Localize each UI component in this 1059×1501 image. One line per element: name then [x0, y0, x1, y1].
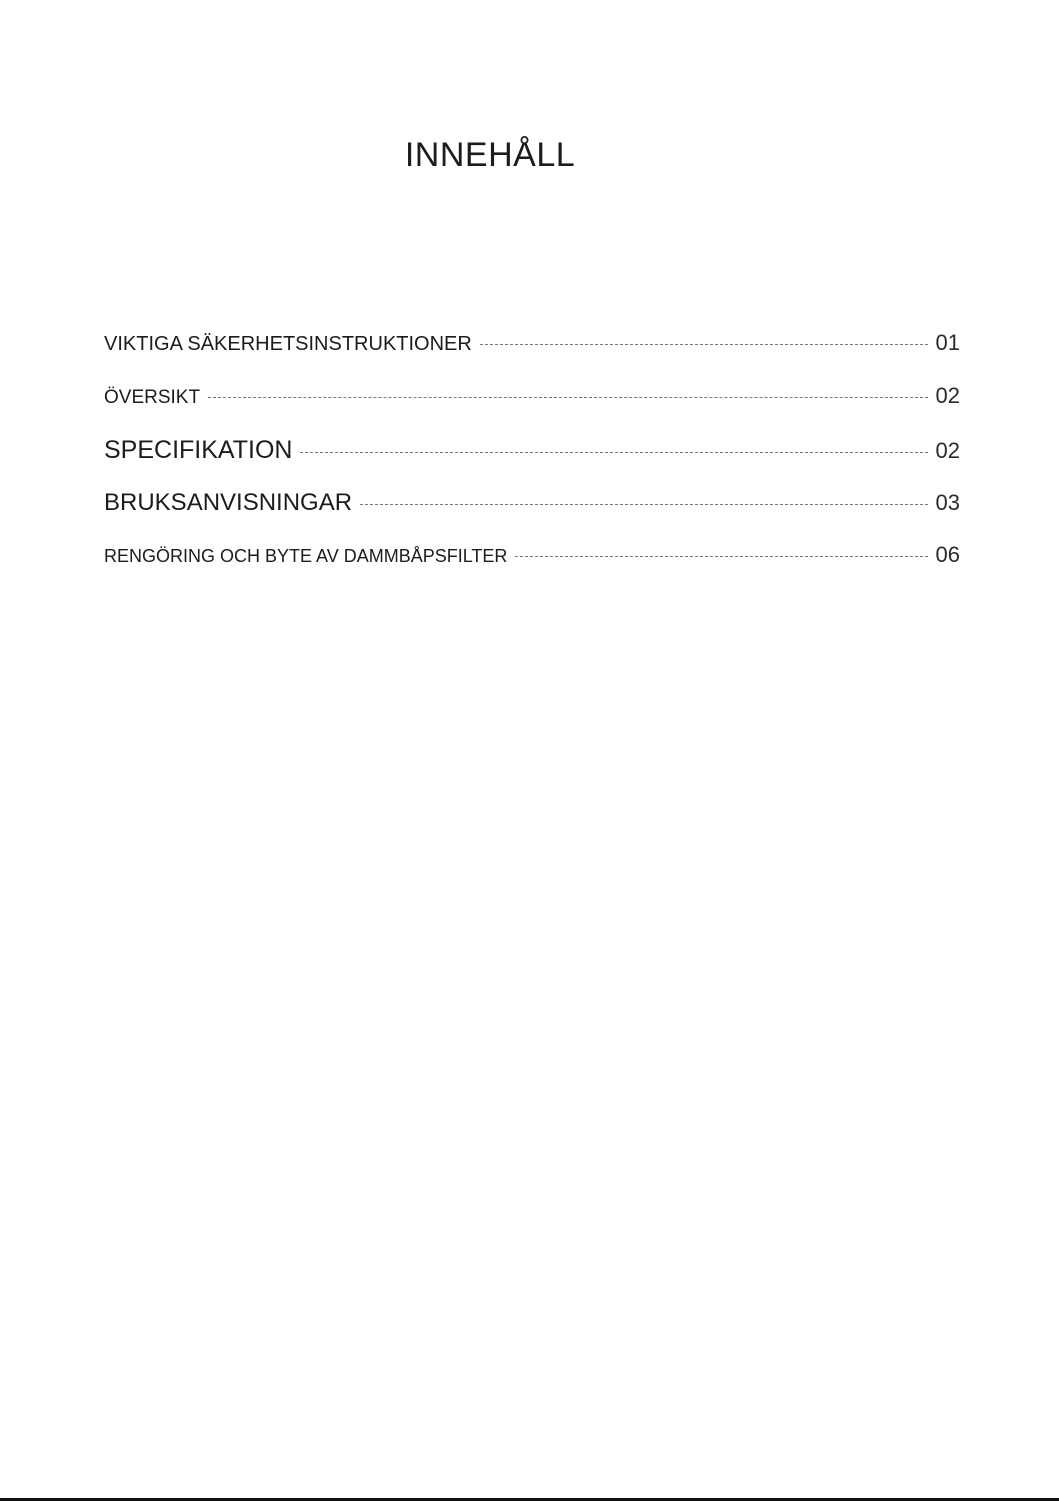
- dot-leader: [360, 504, 927, 505]
- toc-entry-cleaning[interactable]: [104, 542, 960, 595]
- toc-entry-label: ÖVERSIKT: [104, 387, 201, 408]
- toc-entry-safety-instructions[interactable]: [104, 330, 960, 383]
- toc-page-number: 02: [935, 383, 960, 408]
- page-title: INNEHÅLL: [404, 136, 576, 174]
- toc-page-number: 02: [935, 438, 960, 463]
- dot-leader: [208, 397, 927, 398]
- toc-entry-label: SPECIFIKATION: [104, 436, 293, 464]
- toc-page-number: 03: [935, 490, 960, 515]
- toc-page-number: 01: [935, 330, 960, 355]
- table-of-contents: [104, 330, 960, 595]
- dot-leader: [515, 556, 927, 557]
- toc-entry-label: BRUKSANVISNINGAR: [104, 489, 353, 516]
- toc-entry-instructions[interactable]: [104, 489, 960, 542]
- toc-entry-specification[interactable]: [104, 436, 960, 489]
- toc-entry-label: RENGÖRING OCH BYTE AV DAMMBÅPSFILTER: [104, 546, 508, 566]
- toc-entry-overview[interactable]: [104, 383, 960, 436]
- toc-page-number: 06: [935, 542, 960, 567]
- toc-entry-label: VIKTIGA SÄKERHETSINSTRUKTIONER: [104, 333, 472, 355]
- dot-leader: [300, 452, 927, 453]
- dot-leader: [480, 344, 928, 345]
